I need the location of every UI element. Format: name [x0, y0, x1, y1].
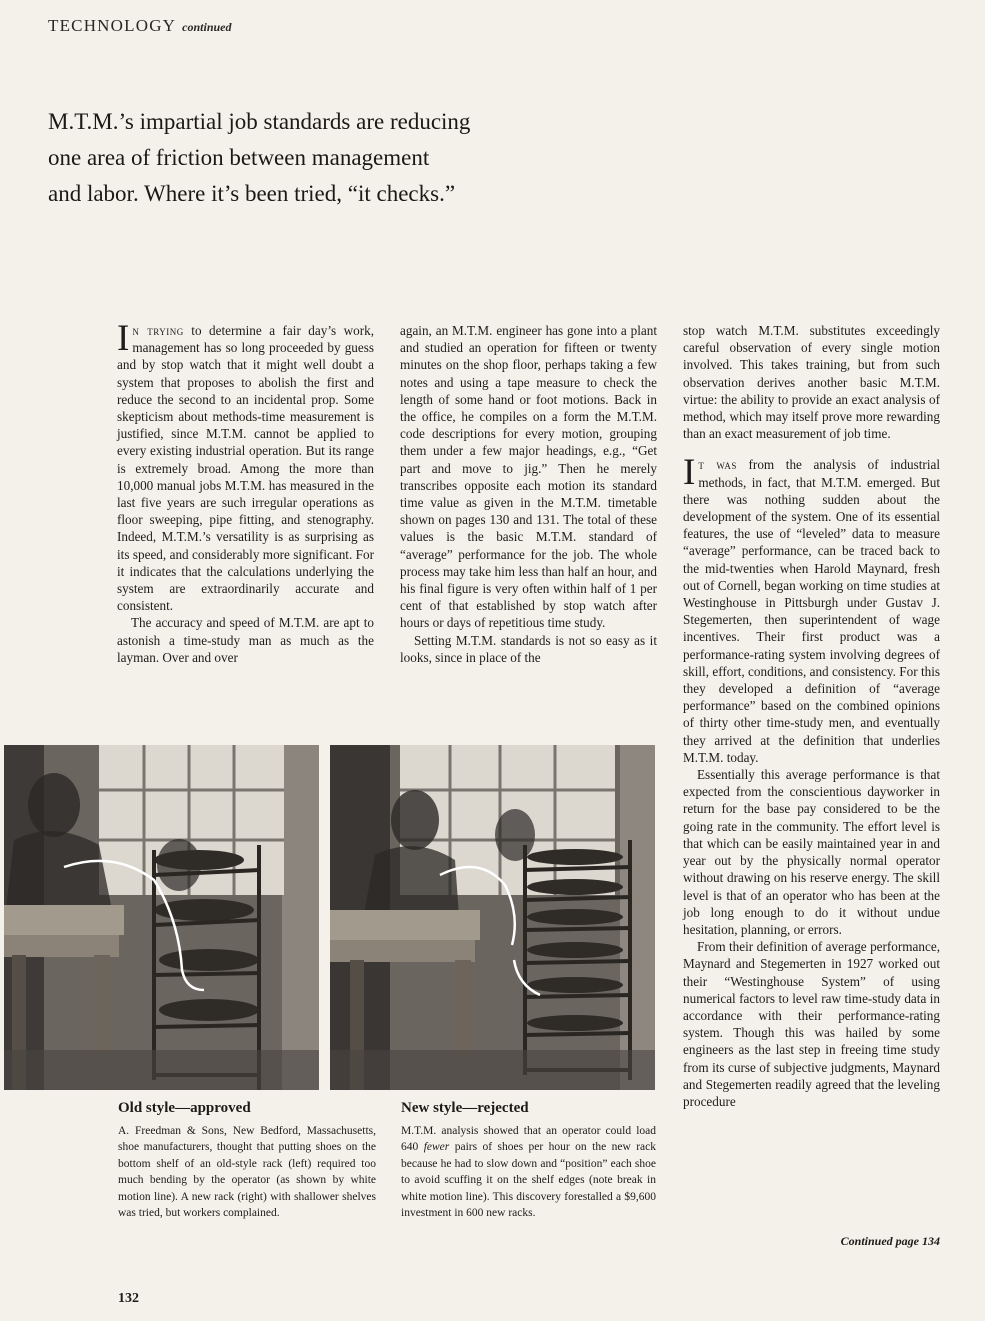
paragraph-text: from the analysis of industrial methods, in fact, that M.T.M. emerged. But there was nothing sudden about the development of the system. One of its essential features, the use of “leveled” data to measure “average” performance, can be traced back to the mid-twenties when Harold Maynard, fresh out of Cornell, began working on time studies at Westinghouse in Pittsburgh under Gustav J. Stegemerten, then superintendent of wage incentives. Their first product was a performance-rating system involving degrees of skill, effort, conditions, and consistency. For this they developed a definition of “average performance” based on the combined opinions of thirty other time-study men, and eventually they arrived at the definition that underlies M.T.M. today. — [683, 457, 941, 765]
paragraph-text: to determine a fair day’s work, management has so long proceeded by guess and by stop watch that it might well doubt a system that proposes to abolish the first and reduce the second to an incidental prop. Some skepticism about methods-time measurement is justified, since M.T.M. cannot be applied to every existing industrial operation. But its range is extremely broad. Among the more than 10,000 manual jobs M.T.M. has measured in the last five years are such irregular operations as floor sweeping, pipe fitting, and stenography. Indeed, M.T.M.’s versatility is as surprising as its speed, and considerably more significant. For it indicates that the calculations underlying the system are extraordinarily accurate and consistent. — [117, 323, 375, 614]
caption-new-style — [401, 1100, 656, 1221]
article-column-2 — [400, 322, 657, 666]
article-column-1 — [117, 318, 375, 666]
small-caps-lead: t was — [698, 457, 737, 473]
paragraph: Essentially this average performance is that expected from the conscientious dayworker in return for the base pay considered to be the going rate in the community. The effort level is that which can be easily maintained year in and year out by the physically normal operator without drawing on his reserve energy. The skill level is that of an operator who has been at the job long enough to do it without undue hesitation, planning, or errors. — [683, 767, 940, 937]
drop-cap: I — [683, 452, 696, 494]
paragraph: From their definition of average performance, Maynard and Stegemerten in 1927 worked out their “Westinghouse System” of using numerical factors to level raw time-study data in accordance with their performance-rating system. Though this was hailed by some engineers as the last step in freeing time study from its curse of subjective judgments, Maynard and Stegemerten readily agreed that the leveling procedure — [683, 939, 940, 1109]
paragraph — [117, 318, 375, 614]
caption-title: Old style—approved — [118, 1100, 251, 1116]
caption-old-style — [118, 1100, 376, 1221]
small-caps-lead: n trying — [132, 323, 184, 338]
caption-title: New style—rejected — [401, 1100, 529, 1116]
paragraph: Setting M.T.M. standards is not so easy as it looks, since in place of the — [400, 632, 657, 665]
article-column-3 — [683, 322, 940, 1110]
headline-line: and labor. Where it’s been tried, “it checks.” — [48, 181, 456, 206]
photo-new-rack — [330, 745, 655, 1090]
page-number: 132 — [118, 1291, 139, 1306]
caption-body: A. Freedman & Sons, New Bedford, Massachusetts, shoe manufacturers, thought that putting shoes on the bottom shelf of an old-style rack (left) required too much bending by the operator (as shown by white motion line). A new rack (right) with shallower shelves was tried, but workers complained. — [118, 1125, 376, 1220]
section-header — [48, 16, 232, 36]
paragraph: stop watch M.T.M. substitutes exceedingly careful observation of every single motion involved. This takes training, but from such observation derives another basic M.T.M. virtue: the ability to provide an exact analysis of method, which may itself prove more rewarding than an exact measurement of job time. — [683, 323, 940, 442]
paragraph — [683, 452, 941, 766]
headline-line: one area of friction between management — [48, 145, 430, 170]
continued-page-note: Continued page 134 — [840, 1234, 940, 1248]
photo-new-rack-illustration — [330, 745, 655, 1090]
section-title: TECHNOLOGY — [48, 16, 177, 35]
caption-emphasis: fewer — [423, 1141, 450, 1154]
caption-text: pairs of shoes per hour on the new rack because he had to slow down and “position” each shoe to avoid scuffing it on the shelf edges (note break in white motion line). This discovery forestalled a $9,600 investment in 600 new racks. — [401, 1141, 657, 1220]
headline — [48, 104, 608, 212]
caption-text: M.T.M. analysis showed that an operator could load 640 — [401, 1125, 656, 1154]
paragraph: again, an M.T.M. engineer has gone into a plant and studied an operation for fifteen or twenty minutes on the shop floor, perhaps taking a few notes and using a tape measure to check the length of some hand or foot motions. Back in the office, he compiles on a form the M.T.M. code descriptions for every motion, grouping them under a few major headings, e.g., “Get part and move to jig.” Then he merely transcribes opposite each motion its standard time value as given in the M.T.M. timetable shown on pages 130 and 131. The total of these values is the basic M.T.M. standard of “average” performance for the job. The whole process may take him less than half an hour, and his final figure is very often within half of 1 per cent of that established by stop watch after hours or days of repetitious time study. — [400, 323, 657, 631]
drop-cap: I — [117, 318, 130, 359]
photo-old-rack — [4, 745, 319, 1090]
section-continued: continued — [182, 20, 232, 34]
caption-body — [401, 1123, 656, 1221]
headline-line: M.T.M.’s impartial job standards are reducing — [48, 109, 471, 134]
paragraph: The accuracy and speed of M.T.M. are apt to astonish a time-study man as much as the layman. Over and over — [117, 615, 374, 665]
photo-old-rack-illustration — [4, 745, 319, 1090]
